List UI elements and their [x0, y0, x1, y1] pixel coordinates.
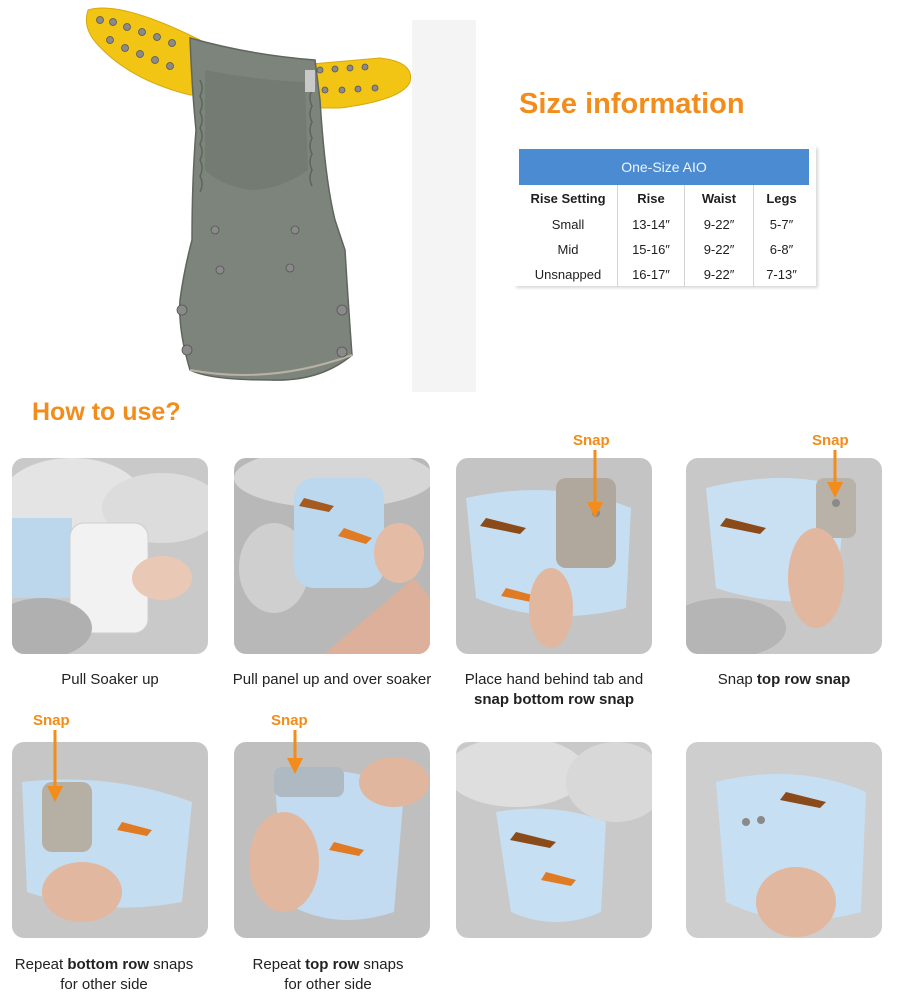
step-5-caption-post: snaps: [149, 956, 194, 973]
step-3-caption: [446, 670, 662, 710]
step-3-photo: [456, 458, 652, 654]
table-cell: Mid: [519, 237, 618, 262]
column-header-waist: Waist: [685, 185, 754, 212]
step-4-caption-bold: top row snap: [756, 671, 851, 688]
column-header-rise-setting: Rise Setting: [519, 185, 618, 212]
size-table: [519, 149, 809, 287]
table-cell: 7-13″: [766, 267, 797, 282]
size-table-caption: One-Size AIO: [519, 149, 809, 185]
table-cell: 5-7″: [769, 217, 794, 232]
step-6-caption-post: snaps: [359, 956, 404, 973]
table-cell: 15-16″: [618, 237, 685, 262]
column-header-legs: Legs: [766, 191, 797, 206]
arrow-down-icon: [286, 730, 304, 776]
how-to-use-title: How to use?: [32, 398, 181, 426]
snap-label: Snap: [33, 712, 70, 729]
step-5-caption: [0, 955, 208, 995]
step-5-caption-bold: bottom row: [67, 956, 149, 973]
step-1-caption: Pull Soaker up: [61, 671, 159, 688]
step-2-caption: Pull panel up and over soaker: [232, 671, 432, 688]
step-6-caption-pre: Repeat: [252, 956, 306, 973]
table-cell: 9-22″: [685, 212, 754, 237]
column-header-rise: Rise: [618, 185, 685, 212]
step-1-photo: [12, 458, 208, 654]
step-7-photo: [456, 742, 652, 938]
table-cell: 13-14″: [618, 212, 685, 237]
table-row: [519, 212, 809, 237]
table-cell: 9-22″: [685, 237, 754, 262]
step-4-caption-pre: Snap: [717, 671, 757, 688]
table-row: [519, 262, 809, 287]
snap-label: Snap: [812, 432, 849, 449]
step-6-caption-bold: top row: [305, 956, 360, 973]
step-6-photo: [234, 742, 430, 938]
step-2-photo: [234, 458, 430, 654]
step-5-caption-pre: Repeat: [14, 956, 68, 973]
background-panel: [412, 20, 476, 392]
arrow-down-icon: [826, 450, 844, 500]
table-cell: 16-17″: [618, 262, 685, 287]
table-row: [519, 237, 809, 262]
step-6-caption: [226, 955, 430, 995]
step-6-caption-line2: for other side: [284, 976, 372, 993]
table-cell: 9-22″: [685, 262, 754, 287]
size-information-title: Size information: [519, 88, 745, 120]
step-5-photo: [12, 742, 208, 938]
step-3-caption-line2: snap bottom row snap: [473, 691, 634, 708]
arrow-down-icon: [46, 730, 64, 804]
step-4-photo: [686, 458, 882, 654]
size-table-card: [514, 146, 816, 286]
snap-label: Snap: [271, 712, 308, 729]
diaper-product-image: [80, 0, 420, 390]
snap-label: Snap: [573, 432, 610, 449]
table-cell: 6-8″: [769, 242, 794, 257]
arrow-down-icon: [586, 450, 604, 520]
step-3-caption-line1: Place hand behind tab and: [464, 671, 644, 688]
step-5-caption-line2: for other side: [60, 976, 148, 993]
table-cell: Unsnapped: [519, 262, 618, 287]
table-cell: Small: [519, 212, 618, 237]
step-8-photo: [686, 742, 882, 938]
step-4-caption: [686, 670, 882, 690]
